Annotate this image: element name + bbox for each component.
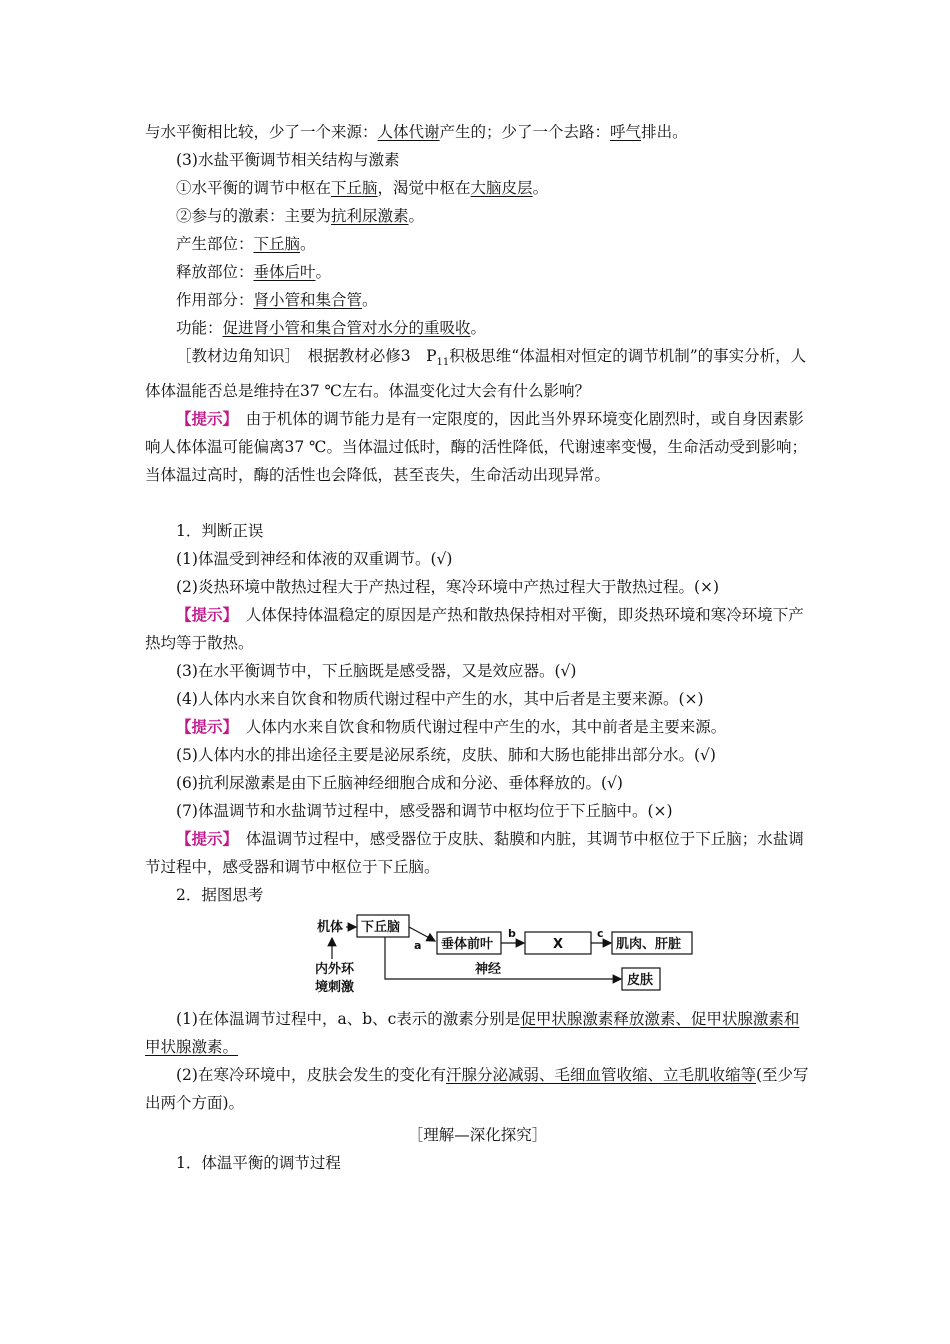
paragraph: 释放部位：垂体后叶。 <box>176 263 332 281</box>
diagram-label-a: a <box>414 939 422 953</box>
diagram-label-chuiti: 垂体前叶 <box>441 937 494 953</box>
section-title: ［理解—深化探究］ <box>407 1126 548 1145</box>
answer-blank: 肾小管和集合管 <box>253 291 363 309</box>
judgement-item: (2)炎热环境中散热过程大于产热过程，寒冷环境中产热过程大于散热过程。(×) <box>176 578 720 597</box>
spacer <box>145 489 810 517</box>
answer-blank: 促甲状腺激素释放激素、促甲状腺激素和甲状腺激素。 <box>145 1010 800 1057</box>
judgement-item: (5)人体内水的排出途径主要是泌尿系统，皮肤、肺和大肠也能排出部分水。(√) <box>176 746 716 765</box>
judgement-item: (7)体温调节和水盐调节过程中，感受器和调节中枢均位于下丘脑中。(×) <box>176 802 673 821</box>
answer-blank: 汗腺分泌减弱、毛细血管收缩、立毛肌收缩等 <box>445 1066 756 1085</box>
regulation-diagram <box>145 913 810 997</box>
answer-blank: 人体代谢 <box>377 123 440 141</box>
textbook-note: ［教材边角知识］ 根据教材必修3 $P_{11}$积极思维“体温相对恒定的调节机制”的事实分析，人体体温能否总是维持在37 ℃左右。体温变化过大会有什么影响？ <box>145 347 807 401</box>
paragraph: ①水平衡的调节中枢在下丘脑，渴觉中枢在大脑皮层。 <box>176 179 549 197</box>
diagram-label-xiaqiunao: 下丘脑 <box>361 920 401 936</box>
diagram-label-jirou: 肌肉、肝脏 <box>616 937 682 953</box>
answer-blank: 大脑皮层 <box>470 179 533 197</box>
paragraph: ②参与的激素：主要为抗利尿激素。 <box>176 207 425 225</box>
diagram-label-stimulus-1: 内外环 <box>315 962 355 978</box>
diagram-label-jiti: 机体 <box>317 920 344 936</box>
answer-blank: 促进肾小管和集合管对水分的重吸收 <box>222 319 471 337</box>
paragraph: 产生部位：下丘脑。 <box>176 235 316 253</box>
answer-blank: 垂体后叶 <box>253 263 316 281</box>
hint-paragraph: 【提示】 体温调节过程中，感受器位于皮肤、黏膜和内脏，其调节中枢位于下丘脑；水盐调节过程中，感受器和调节中枢位于下丘脑。 <box>145 829 804 877</box>
judgement-item: (4)人体内水来自饮食和物质代谢过程中产生的水，其中后者是主要来源。(×) <box>176 690 704 709</box>
diagram-label-stimulus-2: 境刺激 <box>315 980 355 996</box>
answer-blank: 抗利尿激素 <box>331 207 409 225</box>
question-paragraph: (1)在体温调节过程中，a、b、c表示的激素分别是促甲状腺激素释放激素、促甲状腺激素和甲状腺激素。 <box>145 1010 800 1057</box>
section-heading: 1．判断正误 <box>176 522 264 541</box>
judgement-item: (1)体温受到神经和体液的双重调节。(√) <box>176 550 453 569</box>
document-page <box>145 118 810 1177</box>
section-heading: 2．据图思考 <box>176 886 264 905</box>
diagram-label-c: c <box>597 927 604 941</box>
diagram-label-shenjing: 神经 <box>475 962 502 978</box>
hint-paragraph: 【提示】 由于机体的调节能力是有一定限度的，因此当外界环境变化剧烈时，或自身因素影响人体体温可能偏离37 ℃。当体温过低时，酶的活性降低，代谢速率变慢，生命活动受到影响；当体温过高时，酶的活性也会降低，甚至丧失，生命活动出现异常。 <box>145 409 807 485</box>
section-heading: 1．体温平衡的调节过程 <box>176 1154 341 1173</box>
diagram-label-x: X <box>553 937 564 953</box>
hint-paragraph: 【提示】 人体保持体温稳定的原因是产热和散热保持相对平衡，即炎热环境和寒冷环境下产热均等于散热。 <box>145 605 804 653</box>
hint-label: 【提示】 <box>176 717 231 737</box>
hint-label: 【提示】 <box>176 409 231 429</box>
diagram-label-pifu: 皮肤 <box>627 973 654 989</box>
paragraph: 作用部分：肾小管和集合管。 <box>176 291 378 309</box>
question-paragraph: (2)在寒冷环境中，皮肤会发生的变化有汗腺分泌减弱、毛细血管收缩、立毛肌收缩等(至少写出两个方面)。 <box>145 1066 809 1113</box>
answer-blank: 下丘脑 <box>331 179 378 197</box>
diagram-svg <box>145 913 810 997</box>
hint-label: 【提示】 <box>176 605 231 625</box>
judgement-item: (3)在水平衡调节中，下丘脑既是感受器，又是效应器。(√) <box>176 662 577 681</box>
paragraph: 功能：促进肾小管和集合管对水分的重吸收。 <box>176 319 487 337</box>
answer-blank: 下丘脑 <box>253 235 301 253</box>
paragraph: 与水平衡相比较，少了一个来源：人体代谢产生的；少了一个去路：呼气排出。 <box>145 123 688 141</box>
answer-blank: 呼气 <box>610 123 642 141</box>
judgement-item: (6)抗利尿激素是由下丘脑神经细胞合成和分泌、垂体释放的。(√) <box>176 774 623 793</box>
hint-paragraph: 【提示】 人体内水来自饮食和物质代谢过程中产生的水，其中前者是主要来源。 <box>176 717 727 737</box>
hint-label: 【提示】 <box>176 829 231 849</box>
diagram-label-b: b <box>508 927 516 941</box>
subheading: (3)水盐平衡调节相关结构与激素 <box>176 151 400 169</box>
